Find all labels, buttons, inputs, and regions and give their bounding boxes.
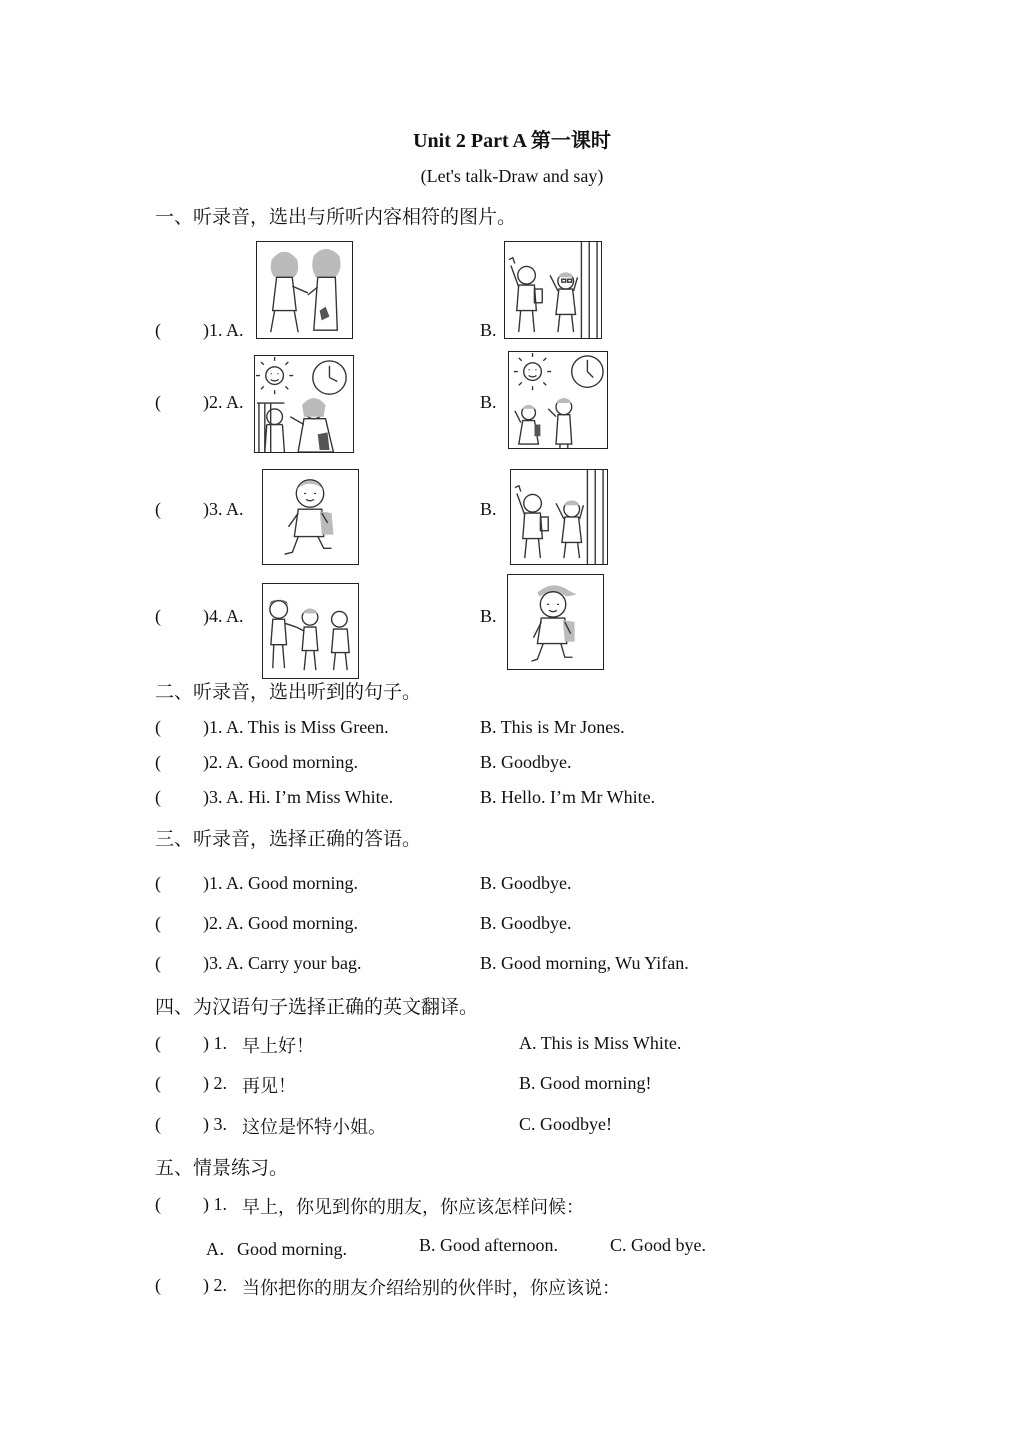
answer-paren: (: [155, 752, 161, 772]
section1-heading: 一、听录音，选出与所听内容相符的图片。: [155, 206, 517, 228]
answer-option-a: A．Good morning.: [206, 1239, 347, 1259]
question-option-a: )1. A. This is Miss Green.: [203, 717, 389, 737]
question-prompt: 当你把你的朋友介绍给别的伙伴时，你应该说：: [242, 1278, 620, 1299]
sun-clock-teacher-picture[interactable]: [254, 355, 354, 453]
option-b-label: B.: [480, 606, 497, 626]
question-option-a: )2. A. Good morning.: [203, 752, 358, 772]
answer-paren: (: [155, 717, 161, 737]
question-option-a: )2. A. Good morning.: [203, 913, 358, 933]
question-number: )2. A.: [203, 392, 244, 412]
answer-paren: (: [155, 1114, 161, 1134]
question-option-b: B. This is Mr Jones.: [480, 717, 625, 737]
answer-paren: (: [155, 1073, 161, 1093]
question-option-b: B. Goodbye.: [480, 913, 572, 933]
answer-paren: (: [155, 320, 161, 340]
boy-and-girl-waving-picture[interactable]: [504, 241, 602, 339]
question-option-a: )1. A. Good morning.: [203, 873, 358, 893]
answer-paren: (: [155, 1194, 161, 1214]
question-option-b: B. Goodbye.: [480, 873, 572, 893]
option-b-label: B.: [480, 320, 497, 340]
answer-paren: (: [155, 873, 161, 893]
option-b-label: B.: [480, 499, 497, 519]
question-number: )4. A.: [203, 606, 244, 626]
three-children-picture[interactable]: [262, 583, 359, 679]
option-b-label: B.: [480, 392, 497, 412]
translation-option: C. Goodbye!: [519, 1114, 612, 1134]
question-number: ) 1.: [203, 1194, 227, 1214]
question-number: )1. A.: [203, 320, 244, 340]
two-women-greeting-picture[interactable]: [256, 241, 353, 339]
question-number: ) 1.: [203, 1033, 227, 1053]
question-option-a: )3. A. Hi. I’m Miss White.: [203, 787, 394, 807]
answer-option-b: B. Good afternoon.: [419, 1235, 558, 1255]
question-number: ) 2.: [203, 1073, 227, 1093]
chinese-sentence: 再见！: [242, 1076, 296, 1097]
section4-heading: 四、为汉语句子选择正确的英文翻译。: [155, 996, 479, 1018]
sun-clock-two-children-picture[interactable]: [508, 351, 608, 449]
question-number: ) 2.: [203, 1275, 227, 1295]
answer-paren: (: [155, 499, 161, 519]
answer-paren: (: [155, 953, 161, 973]
section5-heading: 五、情景练习。: [155, 1157, 289, 1179]
question-prompt: 早上，你见到你的朋友，你应该怎样问候：: [242, 1197, 584, 1218]
answer-option-c: C. Good bye.: [610, 1235, 706, 1255]
question-option-a: )3. A. Carry your bag.: [203, 953, 362, 973]
answer-paren: (: [155, 606, 161, 626]
chinese-sentence: 早上好！: [242, 1036, 314, 1057]
answer-paren: (: [155, 787, 161, 807]
question-number: )3. A.: [203, 499, 244, 519]
answer-paren: (: [155, 913, 161, 933]
answer-paren: (: [155, 1275, 161, 1295]
question-option-b: B. Good morning, Wu Yifan.: [480, 953, 689, 973]
question-option-b: B. Hello. I’m Mr White.: [480, 787, 656, 807]
boy-and-girl-waving-picture[interactable]: [510, 469, 608, 565]
boy-with-cap-picture[interactable]: [507, 574, 604, 670]
boy-with-backpack-picture[interactable]: [262, 469, 359, 565]
chinese-sentence: 这位是怀特小姐。: [242, 1117, 386, 1138]
page-subtitle: (Let's talk-Draw and say): [420, 166, 604, 186]
translation-option: B. Good morning!: [519, 1073, 652, 1093]
answer-paren: (: [155, 1033, 161, 1053]
translation-option: A. This is Miss White.: [519, 1033, 682, 1053]
question-number: ) 3.: [203, 1114, 227, 1134]
answer-paren: (: [155, 392, 161, 412]
section2-heading: 二、听录音，选出听到的句子。: [155, 681, 422, 703]
page-title: Unit 2 Part A 第一课时: [413, 130, 611, 152]
question-option-b: B. Goodbye.: [480, 752, 572, 772]
section3-heading: 三、听录音，选择正确的答语。: [155, 828, 422, 850]
